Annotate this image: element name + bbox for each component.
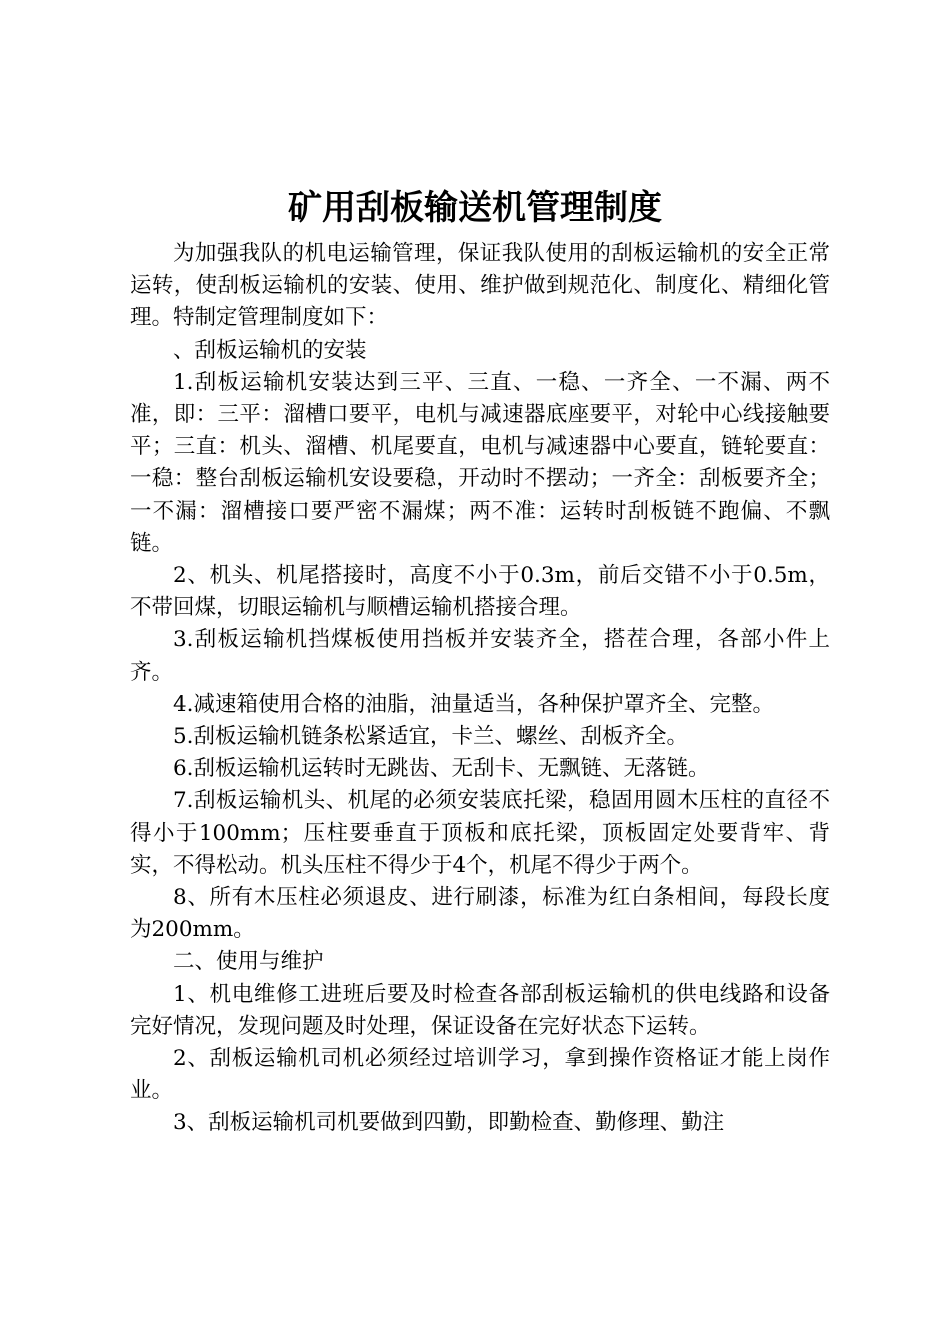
document-title: 矿用刮板输送机管理制度	[288, 188, 662, 228]
paragraph-install-4: 4.减速箱使用合格的油脂，油量适当，各种保护罩齐全、完整。	[173, 691, 775, 717]
paragraph-install-1: 1.刮板运输机安装达到三平、三直、一稳、一齐全、一不漏、两不准，即：三平：溜槽口要平，电机与减速器底座要平，对轮中心线接触要平；三直：机头、溜槽、机尾要直，电机与减速器中心要直，链轮要直：一稳：整台刮板运输机安设要稳，开动时不摆动；一齐全：刮板要齐全；一不漏：溜槽接口要严密不漏煤；两不准：运转时刮板链不跑偏、不飘链。	[130, 369, 830, 556]
paragraph-install-6: 6.刮板运输机运转时无跳齿、无刮卡、无飘链、无落链。	[173, 756, 710, 782]
paragraph-install-3: 3.刮板运输机挡煤板使用挡板并安装齐全，搭茬合理，各部小件上齐。	[130, 627, 830, 685]
paragraph-use-2: 2、刮板运输机司机必须经过培训学习，拿到操作资格证才能上岗作业。	[130, 1046, 830, 1104]
section-heading-use-maintenance: 二、使用与维护	[173, 949, 324, 975]
intro-paragraph: 为加强我队的机电运输管理，保证我队使用的刮板运输机的安全正常运转，使刮板运输机的安装、使用、维护做到规范化、制度化、精细化管理。特制定管理制度如下：	[130, 241, 830, 331]
paragraph-install-5: 5.刮板运输机链条松紧适宜，卡兰、螺丝、刮板齐全。	[173, 724, 689, 750]
paragraph-install-2: 2、机头、机尾搭接时，高度不小于0.3m，前后交错不小于0.5m，不带回煤，切眼运输机与顺槽运输机搭接合理。	[130, 563, 830, 621]
document-body	[130, 238, 830, 1140]
paragraph-install-7: 7.刮板运输机头、机尾的必须安装底托梁，稳固用圆木压柱的直径不得小于100mm；压柱要垂直于顶板和底托梁，顶板固定处要背牢、背实，不得松动。机头压柱不得少于4个，机尾不得少于两个。	[130, 788, 830, 878]
paragraph-use-3: 3、刮板运输机司机要做到四勤，即勤检查、勤修理、勤注	[173, 1110, 725, 1136]
paragraph-use-1: 1、机电维修工进班后要及时检查各部刮板运输机的供电线路和设备完好情况，发现问题及时处理，保证设备在完好状态下运转。	[130, 981, 830, 1039]
paragraph-install-8: 8、所有木压柱必须退皮、进行刷漆，标准为红白条相间，每段长度为200mm。	[130, 885, 830, 943]
section-heading-installation: 、刮板运输机的安装	[173, 337, 367, 363]
